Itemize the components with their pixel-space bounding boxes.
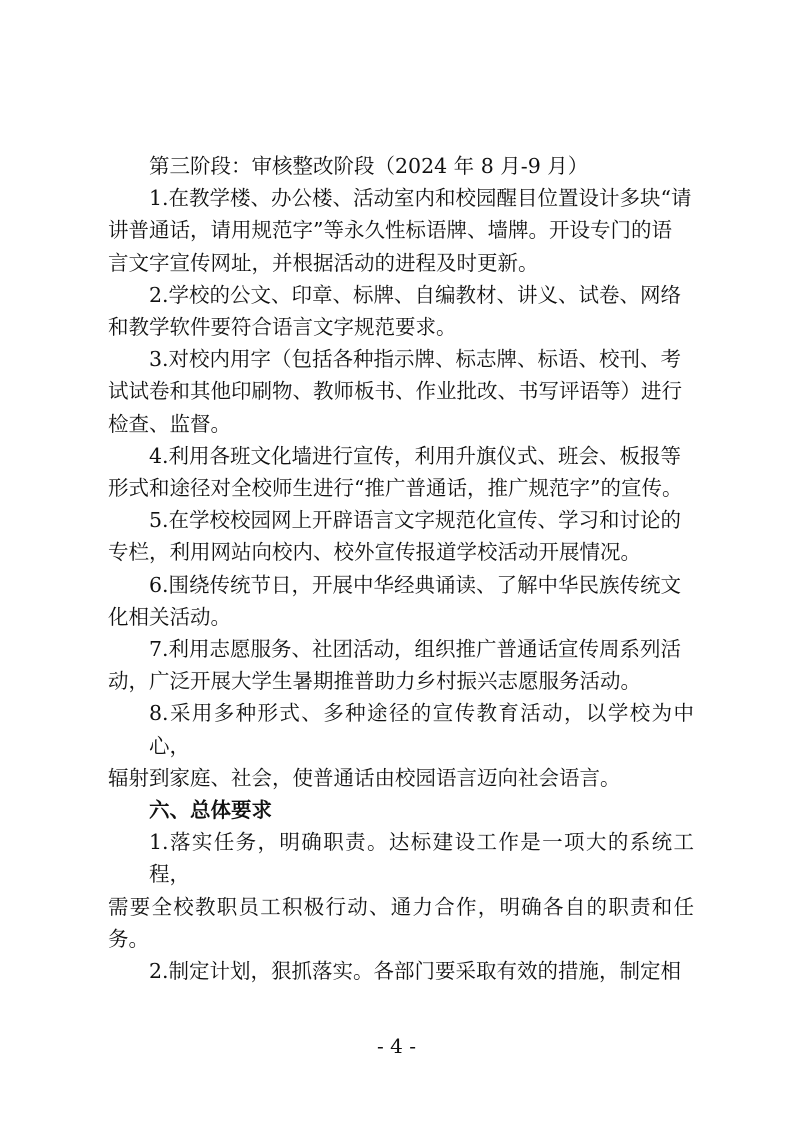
text-line: 辐射到家庭、社会，使普通话由校园语言迈向社会语言。 <box>108 765 621 790</box>
text-line: 专栏，利用网站向校内、校外宣传报道学校活动开展情况。 <box>108 540 641 565</box>
paragraph <box>108 504 694 568</box>
paragraph <box>108 955 694 987</box>
text-line: 7.利用志愿服务、社团活动，组织推广普通话宣传周系列活 <box>149 637 682 662</box>
text-line: 形式和途径对全校师生进行“推广普通话，推广规范字”的宣传。 <box>108 476 683 501</box>
text-line: 2.学校的公文、印章、标牌、自编教材、讲义、试卷、网络 <box>149 282 682 307</box>
text-line: 2.制定计划，狠抓落实。各部门要采取有效的措施，制定相 <box>149 959 682 984</box>
paragraph <box>108 343 694 440</box>
text-line: 8.采用多种形式、多种途径的宣传教育活动，以学校为中心， <box>149 701 694 758</box>
paragraph <box>108 826 694 955</box>
text-line: 第三阶段：审核整改阶段（2024 年 8 月-9 月） <box>149 154 589 178</box>
paragraph <box>108 569 694 633</box>
text-line: 试试卷和其他印刷物、教师板书、作业批改、书写评语等）进行 <box>108 379 682 404</box>
text-line: 5.在学校校园网上开辟语言文字规范化宣传、学习和讨论的 <box>149 508 682 533</box>
text-line: 六、总体要求 <box>149 798 272 823</box>
paragraph <box>108 697 694 794</box>
text-line: 1.落实任务，明确职责。达标建设工作是一项大的系统工程， <box>149 830 694 887</box>
text-line: 需要全校教职员工积极行动、通力合作，明确各自的职责和任务。 <box>108 894 694 951</box>
text-line: 和教学软件要符合语言文字规范要求。 <box>108 315 457 340</box>
page-number: - 4 - <box>377 1034 416 1058</box>
text-line: 言文字宣传网址，并根据活动的进程及时更新。 <box>108 250 539 275</box>
section-heading <box>108 794 694 826</box>
text-line: 1.在教学楼、办公楼、活动室内和校园醒目位置设计多块“请 <box>149 186 692 211</box>
paragraph <box>108 150 694 182</box>
text-line: 讲普通话，请用规范字”等永久性标语牌、墙牌。开设专门的语 <box>108 218 672 243</box>
paragraph <box>108 633 694 697</box>
paragraph <box>108 279 694 343</box>
text-line: 4.利用各班文化墙进行宣传，利用升旗仪式、班会、板报等 <box>149 443 682 468</box>
text-line: 化相关活动。 <box>108 604 231 629</box>
paragraph <box>108 182 694 279</box>
text-line: 检查、监督。 <box>108 411 231 436</box>
document-body <box>108 150 694 987</box>
text-line: 动，广泛开展大学生暑期推普助力乡村振兴志愿服务活动。 <box>108 669 641 694</box>
paragraph <box>108 440 694 504</box>
text-line: 3.对校内用字（包括各种指示牌、标志牌、标语、校刊、考 <box>149 347 682 372</box>
text-line: 6.围绕传统节日，开展中华经典诵读、了解中华民族传统文 <box>149 572 682 597</box>
